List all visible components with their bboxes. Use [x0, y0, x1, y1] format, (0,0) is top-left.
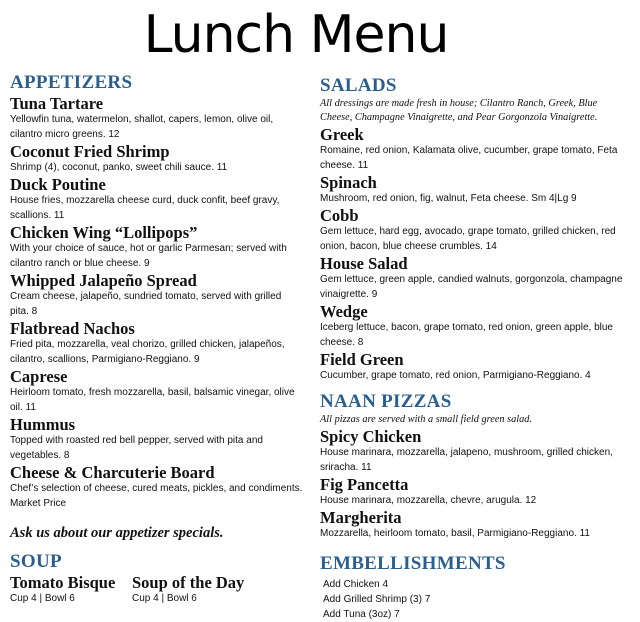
- item-description: scallions. 11: [10, 210, 65, 221]
- item-description: House fries, mozzarella cheese curd, duck confit, beef gravy,: [10, 195, 280, 206]
- right-column: [320, 75, 635, 622]
- menu-item: [320, 174, 635, 206]
- menu-item: [10, 272, 310, 319]
- menu-item: [320, 509, 635, 541]
- section-heading: SALADS: [320, 75, 397, 96]
- item-description: House marinara, mozzarella, jalapeno, mushroom, grilled chicken,: [320, 447, 613, 458]
- section-note: All dressings are made fresh in house; Cilantro Ranch, Greek, Blue: [320, 98, 598, 109]
- menu-item: [10, 224, 310, 271]
- menu-item: [10, 464, 310, 511]
- menu-item: [320, 255, 635, 302]
- item-description: Cream cheese, jalapeño, sundried tomato, served with grilled: [10, 291, 282, 302]
- item-description: onion, bacon, blue cheese crumbles. 14: [320, 241, 497, 252]
- item-description: sriracha. 11: [320, 462, 372, 473]
- item-name: Tuna Tartare: [10, 94, 104, 113]
- menu-item: [10, 95, 310, 142]
- item-name: Soup of the Day: [132, 573, 245, 592]
- item-description: Gem lettuce, green apple, candied walnuts, gorgonzola, champagne: [320, 274, 623, 285]
- item-name: Whipped Jalapeño Spread: [10, 271, 197, 290]
- item-description: cilantro, scallions, Parmigiano-Reggiano. 9: [10, 354, 200, 365]
- item-name: Chicken Wing “Lollipops”: [10, 223, 198, 242]
- section-note: All pizzas are served with a small field green salad.: [320, 414, 533, 425]
- section-heading: APPETIZERS: [10, 72, 133, 93]
- menu-item: [320, 351, 635, 383]
- menu-item: [132, 573, 244, 606]
- menu-item: [10, 368, 310, 415]
- item-description: With your choice of sauce, hot or garlic Parmesan; served with: [10, 243, 287, 254]
- item-name: Spicy Chicken: [320, 427, 422, 446]
- menu-item: [10, 176, 310, 223]
- item-name: Greek: [320, 125, 364, 144]
- item-description: House marinara, mozzarella, chevre, arugula. 12: [320, 495, 537, 506]
- item-description: Chef’s selection of cheese, cured meats, pickles, and condiments.: [10, 483, 303, 494]
- item-description: cheese. 8: [320, 337, 364, 348]
- menu-item: [10, 573, 122, 606]
- item-name: Coconut Fried Shrimp: [10, 142, 170, 161]
- item-name: Duck Poutine: [10, 175, 106, 194]
- item-description: Heirloom tomato, fresh mozzarella, basil, balsamic vinegar, olive: [10, 387, 295, 398]
- item-name: Flatbread Nachos: [10, 319, 135, 338]
- item-description: vegetables. 8: [10, 450, 70, 461]
- item-description: Iceberg lettuce, bacon, grape tomato, red onion, green apple, blue: [320, 322, 613, 333]
- item-description: Fried pita, mozzarella, veal chorizo, grilled chicken, jalapeños,: [10, 339, 285, 350]
- menu-item: [10, 320, 310, 367]
- item-name: Hummus: [10, 415, 76, 434]
- menu-item: [320, 207, 635, 254]
- item-name: Spinach: [320, 173, 377, 192]
- addon-item: Add Grilled Shrimp (3) 7: [323, 594, 431, 605]
- item-description: Yellowfin tuna, watermelon, shallot, capers, lemon, olive oil,: [10, 114, 274, 125]
- section-heading: EMBELLISHMENTS: [320, 553, 506, 574]
- item-description: cheese. 11: [320, 160, 369, 171]
- item-description: pita. 8: [10, 306, 38, 317]
- item-description: Shrimp (4), coconut, panko, sweet chili sauce. 11: [10, 162, 228, 173]
- item-description: Market Price: [10, 498, 67, 509]
- item-description: Romaine, red onion, Kalamata olive, cucumber, grape tomato, Feta: [320, 145, 618, 156]
- menu-item: [320, 303, 635, 350]
- soup-items: [10, 573, 310, 606]
- item-name: Caprese: [10, 367, 68, 386]
- item-description: Topped with roasted red bell pepper, served with pita and: [10, 435, 263, 446]
- item-description: oil. 11: [10, 402, 36, 413]
- left-column: [10, 72, 310, 606]
- item-description: cilantro micro greens. 12: [10, 129, 120, 140]
- item-description: Gem lettuce, hard egg, avocado, grape tomato, grilled chicken, red: [320, 226, 616, 237]
- section-heading: NAAN PIZZAS: [320, 391, 452, 412]
- item-description: Mushroom, red onion, fig, walnut, Feta cheese. Sm 4|Lg 9: [320, 193, 577, 204]
- item-description: Cup 4 | Bowl 6: [10, 593, 75, 604]
- addon-item: Add Tuna (3oz) 7: [323, 609, 400, 620]
- specials-note: Ask us about our appetizer specials.: [10, 525, 224, 541]
- item-description: Mozzarella, heirloom tomato, basil, Parmigiano-Reggiano. 11: [320, 528, 590, 539]
- section-heading: SOUP: [10, 551, 62, 572]
- item-description: Cup 4 | Bowl 6: [132, 593, 197, 604]
- section-naan-pizzas: [320, 391, 635, 541]
- menu-item: [320, 476, 635, 508]
- menu-item: [320, 126, 635, 173]
- addon-list: [320, 577, 635, 622]
- item-name: Fig Pancetta: [320, 475, 409, 494]
- item-name: Cobb: [320, 206, 359, 225]
- section-soup: [10, 551, 310, 606]
- section-appetizers: [10, 72, 310, 543]
- section-salads: [320, 75, 635, 383]
- item-name: Margherita: [320, 508, 402, 527]
- menu-item: [320, 428, 635, 475]
- item-name: Wedge: [320, 302, 368, 321]
- menu-item: [10, 416, 310, 463]
- item-name: Field Green: [320, 350, 404, 369]
- section-note: Cheese, Champagne Vinaigrette, and Pear Gorgonzola Vinaigrette.: [320, 112, 598, 123]
- addon-item: Add Chicken 4: [323, 579, 389, 590]
- page-title: Lunch Menu: [143, 5, 449, 65]
- item-description: Cucumber, grape tomato, red onion, Parmigiano-Reggiano. 4: [320, 370, 591, 381]
- menu-item: [10, 143, 310, 175]
- item-description: vinaigrette. 9: [320, 289, 378, 300]
- section-embellishments: [320, 553, 635, 622]
- item-description: cilantro ranch or blue cheese. 9: [10, 258, 150, 269]
- item-name: House Salad: [320, 254, 408, 273]
- item-name: Cheese & Charcuterie Board: [10, 463, 215, 482]
- item-name: Tomato Bisque: [10, 573, 116, 592]
